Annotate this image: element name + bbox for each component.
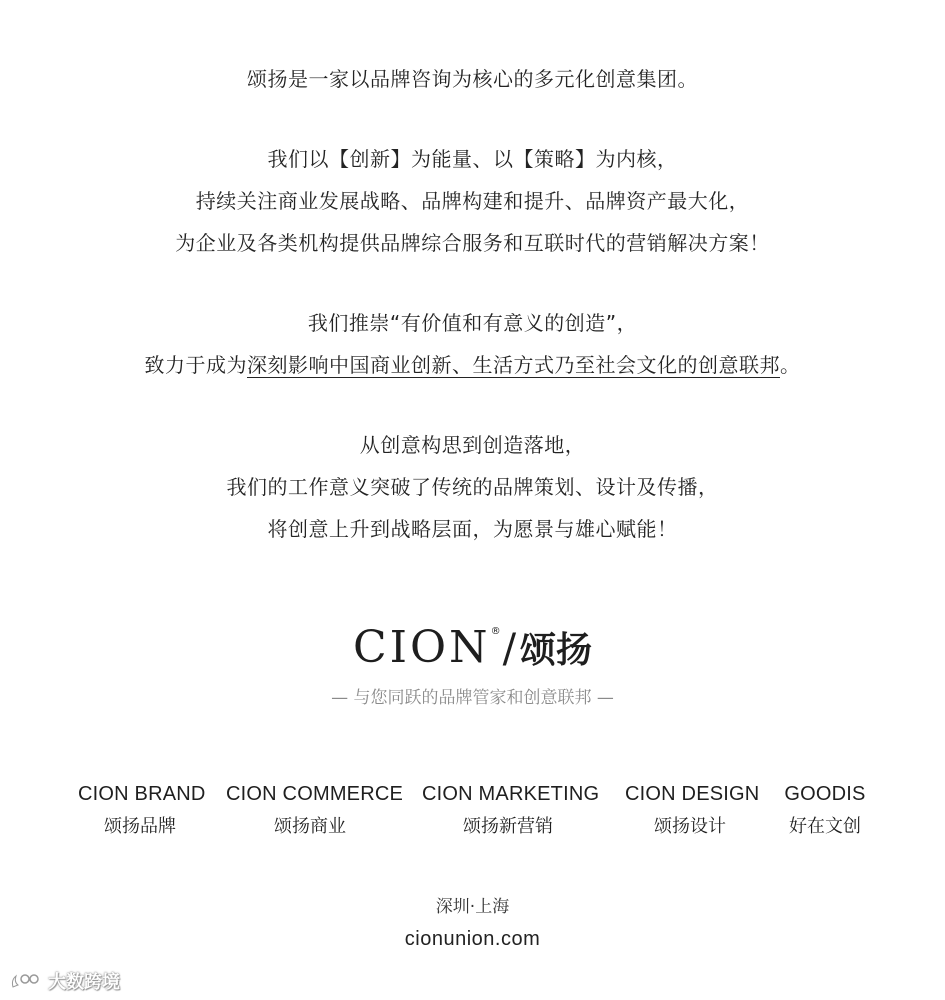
tagline: — 与您同跃的品牌管家和创意联邦 — bbox=[331, 688, 614, 708]
intro-paragraph-1 bbox=[0, 58, 945, 100]
mission-underlined: 深刻影响中国商业创新、生活方式乃至社会文化的创意联邦 bbox=[247, 353, 780, 377]
intro-line: 我们推崇“有价值和有意义的创造”， bbox=[307, 311, 638, 335]
intro-line: 颂扬是一家以品牌咨询为核心的多元化创意集团。 bbox=[247, 67, 698, 91]
brand-name-en: CION MARKETING bbox=[422, 783, 600, 805]
brand-name-en: CION DESIGN bbox=[625, 783, 760, 805]
brand-name-cn: 好在文创 bbox=[789, 816, 861, 837]
intro-text bbox=[0, 58, 945, 588]
city-locations: 深圳·上海 bbox=[435, 897, 510, 917]
brand-item bbox=[78, 780, 206, 842]
intro-paragraph-3 bbox=[0, 302, 945, 386]
intro-line: 我们以【创新】为能量、以【策略】为内核， bbox=[267, 147, 678, 171]
intro-line: 为企业及各类机构提供品牌综合服务和互联时代的营销解决方案！ bbox=[175, 231, 770, 255]
logo-wordmark: CION bbox=[352, 622, 491, 673]
registered-mark: ® bbox=[490, 626, 501, 637]
intro-line: 我们的工作意义突破了传统的品牌策划、设计及传播， bbox=[226, 475, 719, 499]
brand-item bbox=[422, 780, 600, 842]
mission-suffix: 。 bbox=[780, 353, 801, 377]
intro-line: 持续关注商业发展战略、品牌构建和提升、品牌资产最大化， bbox=[195, 189, 750, 213]
brand-name-en: GOODIS bbox=[784, 783, 866, 805]
intro-paragraph-4 bbox=[0, 424, 945, 550]
brand-name-cn: 颂扬设计 bbox=[654, 816, 726, 837]
cion-logo bbox=[0, 622, 945, 673]
brand-list bbox=[0, 780, 945, 850]
brand-name-cn: 颂扬新营销 bbox=[463, 816, 553, 837]
logo-slash: / bbox=[502, 626, 517, 672]
brand-name-cn: 颂扬商业 bbox=[274, 816, 346, 837]
mission-prefix: 致力于成为 bbox=[144, 353, 247, 377]
intro-paragraph-2 bbox=[0, 138, 945, 264]
brand-name-en: CION BRAND bbox=[78, 783, 206, 805]
brand-item bbox=[784, 780, 866, 842]
intro-line: 从创意构思到创造落地， bbox=[359, 433, 586, 457]
watermark-logo-icon bbox=[10, 970, 44, 992]
brand-name-en: CION COMMERCE bbox=[226, 783, 404, 805]
watermark-text: 大数跨境 bbox=[48, 972, 120, 993]
brand-name-cn: 颂扬品牌 bbox=[104, 816, 176, 837]
intro-line: 将创意上升到战略层面，为愿景与雄心赋能！ bbox=[267, 517, 678, 541]
logo-chinese-name: 颂扬 bbox=[520, 630, 593, 671]
website-link[interactable]: cionunion.com bbox=[404, 928, 541, 950]
mission-line bbox=[0, 344, 945, 386]
brand-item bbox=[625, 780, 760, 842]
watermark bbox=[10, 966, 120, 996]
brand-item bbox=[226, 780, 404, 842]
